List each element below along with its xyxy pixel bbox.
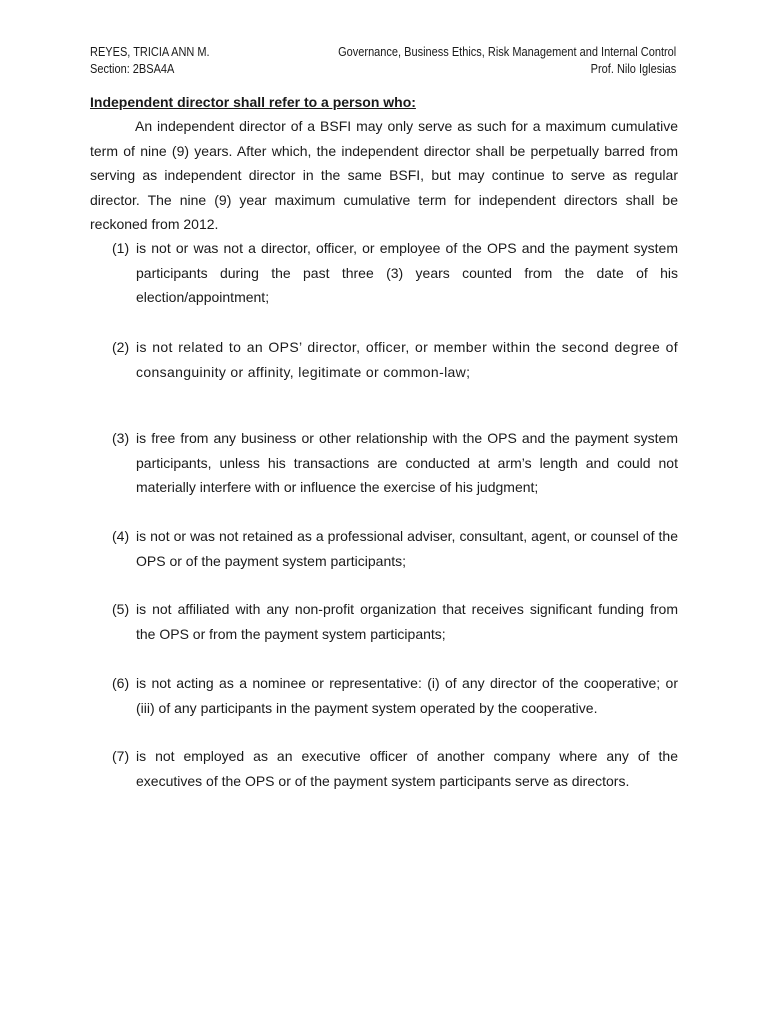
- list-item-number: (6): [112, 675, 130, 691]
- list-item-number: (4): [112, 528, 130, 544]
- list-item-number: (2): [112, 339, 130, 355]
- list-item-text: is not acting as a nominee or representative: (i) of any director of the cooperative; or (iii) of any participants in the payment system operated by the cooperative.: [136, 675, 678, 716]
- intro-paragraph: An independent director of a BSFI may only serve as such for a maximum cumulative term of nine (9) years. After which, the independent director shall be perpetually barred from serving as independent director in the same BSFI, but may continue to serve as regular director. The nine (9) year maximum cumulative term for independent directors shall be reckoned from 2012.: [90, 118, 678, 233]
- list-item-number: (7): [112, 748, 130, 764]
- list-item-text: is not or was not retained as a professional adviser, consultant, agent, or counsel of the OPS or of the payment system participants;: [136, 528, 678, 569]
- course-title: Governance, Business Ethics, Risk Management and Internal Control: [337, 45, 676, 59]
- list-item-text: is free from any business or other relationship with the OPS and the payment system participants, unless his transactions are conducted at arm’s length and could not materially interfere with or influence the exercise of his judgment;: [136, 430, 678, 495]
- list-item-text: is not or was not a director, officer, or employee of the OPS and the payment system participants during the past three (3) years counted from the date of his election/appointment;: [136, 240, 678, 305]
- list-item: [112, 236, 678, 310]
- list-item: [112, 597, 678, 646]
- document-title: Independent director shall refer to a person who:: [90, 94, 416, 110]
- list-item: [112, 744, 678, 793]
- list-item-text: is not employed as an executive officer of another company where any of the executives of the OPS or of the payment system participants serve as directors.: [136, 748, 678, 789]
- list-item: [112, 335, 678, 384]
- student-name: REYES, TRICIA ANN M.: [90, 45, 210, 59]
- list-item: [112, 426, 678, 500]
- list-item-text: is not affiliated with any non-profit organization that receives significant funding from the OPS or from the payment system participants;: [136, 601, 678, 642]
- professor-name: Prof. Nilo Iglesias: [590, 62, 676, 76]
- section-label: Section: 2BSA4A: [90, 62, 175, 76]
- list-item-number: (3): [112, 430, 130, 446]
- list-item-text: is not related to an OPS’ director, officer, or member within the second degree of consanguinity or affinity, legitimate or common-law;: [136, 339, 678, 380]
- list-item-number: (1): [112, 240, 130, 256]
- list-item: [112, 671, 678, 720]
- list-item-number: (5): [112, 601, 130, 617]
- list-item: [112, 524, 678, 573]
